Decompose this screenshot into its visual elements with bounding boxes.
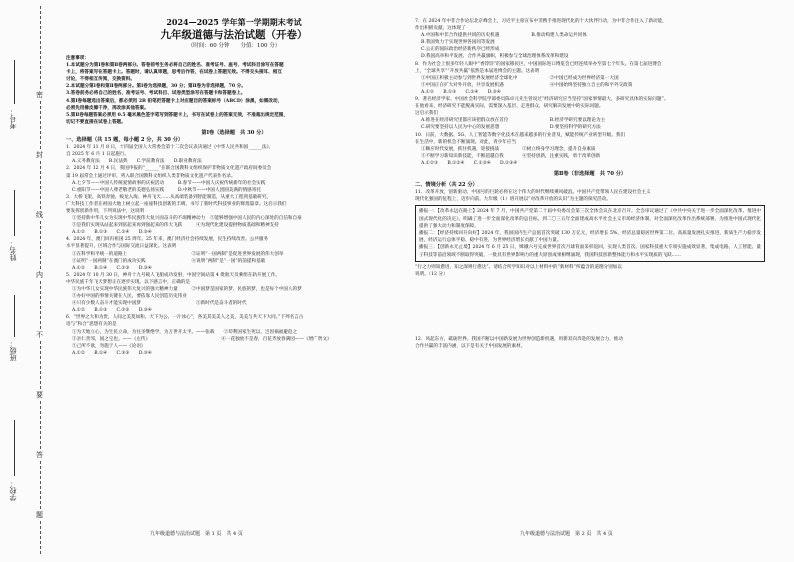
question-line: 自 2025 年 6 月 1 日起施行。 [66, 152, 130, 158]
name-field: 姓名： [9, 240, 17, 261]
question-line: 中华民族千年飞天梦想正在逐步实现。以下感言中，正确的是 [66, 279, 191, 285]
option-line: A.①② B.①③ C.②⑤ D.③④ [72, 308, 152, 314]
left-page [66, 0, 402, 526]
option-line: ③是我们实现从站起来到富起来再到强起来的伟大飞跃 ④为现代化建设提供物质基础和精神支持 [72, 223, 279, 229]
exam-number-field: 考号： [9, 108, 17, 129]
right-page [415, 18, 765, 544]
q12-line: 12．风起东方，砥砺世界。我国不断以中国新发展为世界创造新机遇，用新双向奔赴的发展合力，推动 [415, 336, 623, 342]
option-line: A.①② B.①③ C.②④ D.③④ [421, 89, 501, 95]
option-line: ①中国正积极主动参与到世界发展经济全球化中 ②中国已经成为世界经济第一大国 [421, 75, 619, 81]
question-line: 水平显著提升，区域合作与国际交流日益深化。这表明 [66, 244, 177, 250]
option-line: B.我国致力于实现世界各国同等发展 [421, 40, 495, 46]
exam-year-title: 2024—2025 学年第一学期期末考试 [166, 17, 302, 27]
question-line: 上，“全球共享”“开放共赢”依然是本届进博会的主题。这表明 [415, 68, 540, 74]
seal-mark: 封 [36, 151, 43, 159]
option-line: ①在科学和平统一的道路上 ②证明“一国两制”是促进世界发展的伟大创举 [72, 251, 284, 257]
seal-mark: 不 [36, 331, 43, 339]
seal-mark: 答 [36, 451, 43, 459]
option-line: ③办好中国的事情关键在人民，要依靠人民创造历史伟业 [72, 294, 187, 300]
material-paragraph: 播报二：【经济持续回升向好】2024 年，我国国内生产总值首次突破 130 万亿元，经济增长 5%，经济总量稳居世界第二位。高质量发展扎实推进，新质生产力稳步发展，经济运行总体平稳、稳中有进，为世界经济增长贡献了中国力量。 [419, 230, 761, 244]
option-line: ⑤己所不欲，勿施于人——《论语》 [72, 343, 146, 349]
notice-line: 卡上，将答案写在答题卡上。答题时，请认真审题，思考后作答，在试卷上答题无效。不得交头接耳、相互 [66, 70, 282, 76]
question-line: 3．大桥飞架、高铁奔驰、蛟龙入海、神舟飞天……从高端装备到智能制造，从重大工程到基础研究， [66, 194, 272, 200]
notice-line: 讨论，不得相互传阅，交换资料。 [66, 77, 135, 83]
option-line: ①顺应时代发展，抓住机遇，迎接挑战 ②树立终身学习理念，提升自身素质 [421, 146, 596, 152]
option-line: A.推进在经济研究里都应该把群众放在首位 B.经济学研究要以理论为主 [421, 118, 606, 124]
question-line: 这启示我们 [415, 111, 438, 117]
question-line: 要发挥创新作用，下列说法中，这说明 [66, 208, 145, 214]
part1-title: 第Ⅰ卷（选择题 共 30 分） [201, 129, 267, 136]
section1-heading: 一、选择题（共 15 题，每小题 2 分，共 30 分） [66, 137, 184, 144]
seal-mark: 线 [36, 211, 43, 219]
binding-margin [0, 0, 62, 562]
school-underline [14, 420, 15, 476]
seal-mark: 密 [36, 91, 43, 99]
option-line: A.①② B.①④ C.②③ D.③④ [72, 265, 152, 271]
page-footer-left: 九年级道德与法治试题 第 1 页 共 4 页 [150, 531, 243, 537]
option-line: ①坚持新中华儿女为实现中华民族伟大复兴而奋斗的不竭精神动力 ②能够增强中国人民的内心深处的自信和自豪 [72, 216, 302, 222]
question-line: 7．在 2024 年中非合作论坛北京峰会上，习近平主席宣布中非携手推进现代化的十大伙伴行动，为中非合作注入了新动能， [415, 19, 667, 24]
option-line: ③证明“一国两制”在澳门的成功实践 ④说明“两制”是“一国”的前提和基础 [72, 258, 266, 264]
seal-mark: 要 [36, 391, 43, 399]
option-line: ③亲仁善邻，国之宝也。——《左传》 ④一花独放不是春，百花齐放春满园——《增广贤文》 [72, 336, 332, 342]
q12-line: 合作共赢的丰富内涵，以下是有关于中国发展的素材。 [415, 344, 526, 350]
page-footer-right: 九年级道德与法治试题 第 2 页 共 4 页 [520, 531, 613, 537]
option-line: A.①②③ B.①②④ C.①③④ D.②③④ [421, 160, 518, 166]
option-line: C.重阳节——中国人尊老敬老的美德弘扬实践 D.中秋节——中国人团圆美满的情感寄托 [72, 187, 261, 193]
material-paragraph: 播报三：【创新永无止境】2024 年 6 月 25 日，嫦娥六号完成世界首次月球背面采样返回，实现人类首次。国家科技重大专项实施成效显著，集成电路、人工智能、量子科技等前沿领域不断取得突破，一批具有世界影响力的重大原创成果相继涌现，我国科技创新整体能力和水平实现质的飞跃…… [419, 245, 761, 258]
option-line: ③不断学习新知识新技能，不断超越自我 ④坚持创新，注重实践，勇于改革创新 [421, 153, 601, 159]
class-field: 班级： [9, 340, 17, 361]
q11-task-line: “行之力则知愈进，知之深则行愈达”。请结合所学知识对以上材料中的“新材料”所蕴含的道理分别加以 [415, 264, 622, 270]
seal-mark: 内 [36, 271, 43, 279]
q11-task-line: 说明。（12 分） [415, 271, 448, 277]
option-line: A.①② B.①③ C.②④ D.③④ [72, 230, 152, 236]
question-line: 5．2024 年 10 月 30 日，神舟十九号载人飞船成功发射，中国空间站第 4 批航天员乘组在轨开展工作。 [66, 272, 281, 278]
notice-line: 5.第Ⅱ卷每题答案必须用 0.5 毫米黑色签字笔写到答题卡上，书写在试卷上的答案无效，不准超出规定范围， [66, 112, 288, 118]
question-line: 在他看来，经济研究不能脱离实际，需要深入基层、走进群众，研究解决发展中的实际问题。 [415, 104, 604, 110]
question-line: 2．2024 年 12 月 4 日，我国申报的“______”在联合国教科文组织保护非物质文化遗产政府间委员会 [66, 166, 272, 172]
question-line: 4．2024 年，澳门回归祖国 25 周年。25 年来，澳门经济社会持续发展，民生持续改善。公共服务 [66, 237, 269, 243]
notice-line: 切记不要直接在试卷上答题。 [66, 119, 126, 125]
question-line: 作出积极贡献。这体现了 [415, 26, 466, 32]
question-list-right [415, 18, 765, 167]
class-underline [14, 295, 15, 337]
section2-heading: 二、情境分析（共 22 分） [415, 182, 478, 189]
school-field: 学校： [9, 480, 17, 501]
question-line: 8．作为社会上很多年轻人眼中“香饽饽”的国家移民区，中国国际进口博览会已经连续举办至第七个年头。在第七届进博会 [415, 61, 662, 67]
question-line: 第 19 届常会上通过评审，列入联合国教科文组织人类非物质文化遗产代表作名录。 [66, 173, 236, 179]
option-line: D.我国高举和平发展、合作共赢旗帜，积极参与全球治理体系改革和建设 [421, 54, 569, 60]
option-line: A.①② B.①④ C.③⑤ D.③④ [72, 350, 152, 356]
q11-intro-line: 11．改革开放，创新驱动，中国号的巨轮必将在这个伟大的时代继续乘风破浪。中国共产党带领人民在建设社会主义 [415, 190, 651, 196]
q11-intro-line: 现代化强国的征程上，迈步向前。九年级（1）班开展以“对改革开放的认识”为主题的探究活动。 [415, 197, 611, 203]
question-line: 1．2024 年 11 月 8 日，十四届全国人大常委会第十二次会议表决通过《中华人民共和国______法》， [66, 145, 274, 151]
notice-line: 2.本试题分第Ⅰ卷和第Ⅱ卷两部分。第Ⅰ卷为选择题，30 分；第Ⅱ卷为非选择题，70 分。 [66, 84, 246, 90]
option-line: ①为中华儿女实现中华民族伟大复兴的强大精神力量 ②中国梦是国家的梦、民族的梦，也是每个中国人的梦 [72, 287, 302, 292]
notice-line: 必须先用橡皮擦干净，再改涂其他答案。 [66, 105, 149, 111]
seal-line [40, 6, 41, 554]
material-box [415, 205, 765, 261]
option-line: A.义务教育法 B.民法典 C.学前教育法 D.职业教育法 [72, 159, 202, 165]
material-paragraph: 播报一：【改革永远在路上】2024 年 7 月，中国共产党第二十届中央委员会第三次全体会议在北京召开。全会审议通过了《中共中央关于进一步全面深化改革、推进中国式现代化的决定》，明确了进一步全面深化改革的总目标，到二〇三五年全面建成高水平社会主义市场经济体制，对全面深化改革作出系统部署，为推进中国式现代化提供了强大动力和制度保障。 [419, 209, 761, 229]
question-list [66, 144, 402, 357]
question-line: 语与“和合”思想有关的是 [66, 322, 117, 328]
option-line: A.中国和中非合作提供共同的历史机遇 B.推动构建人类命运共同体 [421, 33, 587, 39]
notice-list [66, 62, 402, 126]
exam-subject-title: 九年级道德与法治试题（开卷） [160, 29, 308, 41]
question-line: 广大科技工作者在祖国大地上树立起一座座科技创新的丰碑，书写了新时代科技事业的辉煌篇章。这启示我们 [66, 201, 287, 207]
notice-line: 3.答卷前务必将自己的姓名、准考证号、考试科目、试卷类型涂写在答题卡和答题卷上。 [66, 91, 246, 97]
question-line: 在生活中，新的机会不断涌现。对此，青少年应当 [415, 139, 517, 145]
notice-line: 1.本试题分为第Ⅰ卷和第Ⅱ卷两部分。答卷前考生务必将自己的姓名、准考证号、座号、考试科目涂写在答题 [66, 63, 284, 69]
notice-heading: 注意事项： [66, 56, 89, 61]
seal-mark: 题 [36, 511, 43, 519]
option-line: C.研究要坚持以人民为中心的发展思想 D.要坚持科学的研究方法 [421, 125, 601, 131]
option-line: ①为天地立心，为生民立命，为往圣继绝学，为万世开太平。——张载 ②苟利国家生死以，岂因祸福避趋之 [72, 329, 298, 335]
option-line: ④只有少数人奋斗才能实现中国梦 ⑤新时代是奋斗者的时代 [72, 301, 247, 307]
option-line: C.公正的国际政治经济新秩序已经形成 [421, 47, 500, 53]
exam-number-underline [14, 60, 15, 104]
option-line: A.七夕节——中国人传统爱情故事的庆祝活动 B.春节——中国人庆祝传统新年的社会实践 [72, 180, 266, 186]
question-line: 9．著名经济学家、中国社会科学院学部委员陈卓元先生曾说过“经济研究应当坚持“国家事情最大，多研究具体的实际问题”。 [415, 97, 669, 103]
option-line: ③中国正在扩大对外开放，共享发展机遇 ④中国始终坚持独立自主的和平外交政策 [421, 82, 633, 88]
question-line: 6．“世界之大和为贵，人间之美莫如和，天下为公、一片冰心”，各美其美美人之美，美美与共天下大同。”下列名言古 [66, 315, 304, 321]
name-underline [14, 190, 15, 236]
question-line: 10．日前，大数据、5G、人工智能等数字化技术在越来越多的行业普及，赋能传统产业转型升级。我们 [415, 132, 625, 138]
part2-title: 第Ⅱ卷（非选择题 共 70 分） [553, 170, 627, 177]
exam-time-score: （时间：60 分钟 分值：100 分） [187, 43, 281, 49]
notice-line: 4.第Ⅰ卷每题选出答案后，都必须用 2B 铅笔把答题卡上对应题目的答案标号（ABCD）涂黑，如需改动， [66, 98, 283, 104]
